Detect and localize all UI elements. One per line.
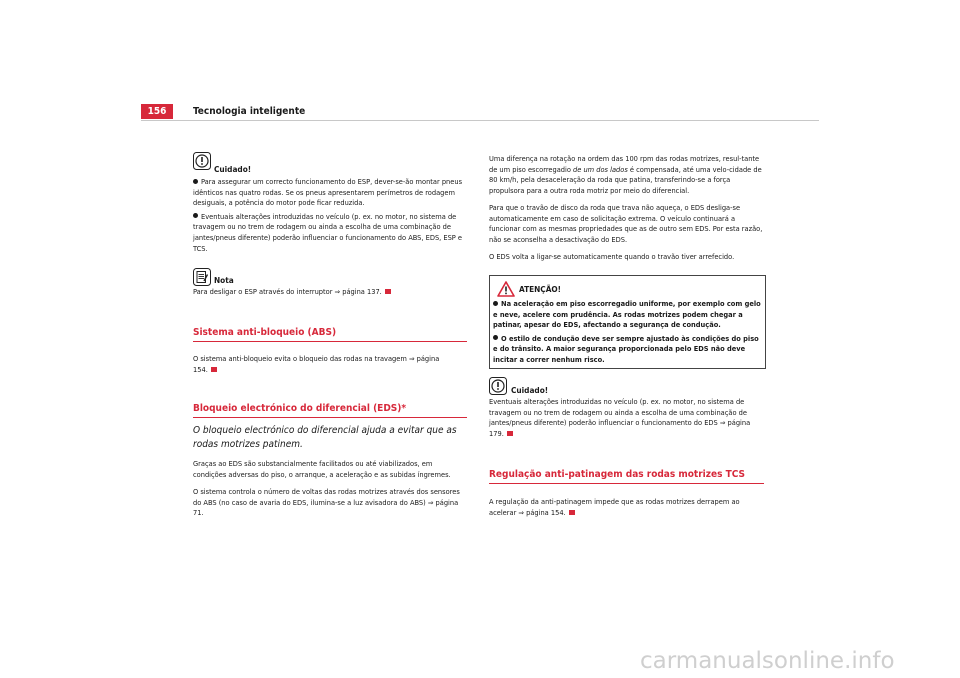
eds-heading: Bloqueio electrónico do diferencial (EDS)*: [193, 403, 407, 414]
warning-bullet-1: [493, 299, 761, 331]
right-paragraph-3: O EDS volta a ligar-se automaticamente quando o travão tiver arrefecido.: [489, 252, 735, 261]
right-p1-emphasis: de um dos lados: [573, 164, 628, 174]
caution-bullet-1: [193, 177, 465, 209]
tcs-text: [489, 497, 763, 518]
chapter-title: Tecnologia inteligente: [193, 106, 306, 117]
note-text: [193, 287, 465, 298]
section-end-mark: [211, 367, 217, 372]
tcs-text-content: A regulação da anti-patinagem impede que as rodas motrizes derrapem ao acelerar ⇒ página 154.: [489, 497, 740, 517]
note-icon: [193, 268, 211, 286]
caution-body: [193, 177, 465, 254]
bullet-icon: [193, 213, 198, 218]
abs-text: [193, 354, 455, 375]
watermark: carmanualsonline.info: [640, 648, 895, 674]
warning-bullet-1-text: Na aceleração em piso escorregadio uniforme, por exemplo com gelo e neve, acelere com prudência. As rodas motrizes podem chegar a patinar, apesar do EDS, afectando a segurança de condução.: [493, 299, 761, 330]
tcs-heading-rule: [489, 483, 764, 484]
caution-bullet-1-text: Para assegurar um correcto funcionamento do ESP, dever-se-ão montar pneus idênticos nas quatro rodas. Se os pneus apresentarem perímetros de rodagem desiguais, a potência do motor pode ficar reduzida.: [193, 177, 463, 208]
abs-heading: Sistema anti-bloqueio (ABS): [193, 327, 337, 338]
right-paragraph-1: [489, 154, 763, 196]
right-caution-text: [489, 397, 765, 439]
warning-bullet-2-text: O estilo de condução deve ser sempre ajustado às condições do piso e do trânsito. A maior segurança proporcionada pelo EDS não deve incitar a correr nenhum risco.: [493, 333, 759, 364]
eds-paragraph-1: Graças ao EDS são substancialmente facilitados ou até viabilizados, em condições adversas do piso, o arranque, a aceleração e as subidas íngremes.: [193, 459, 451, 479]
right-paragraph-2: Para que o travão de disco da roda que trava não aqueça, o EDS desliga-se automaticamente em caso de solicitação extrema. O veículo continuará a funcionar com as mesmas propriedades que as de outro sem EDS. Por esta razão, não se aconselha a desactivação do EDS.: [489, 203, 763, 244]
page-number: 156: [141, 104, 173, 119]
right-caution-title: Cuidado!: [511, 385, 549, 395]
note-text-content: Para desligar o ESP através do interruptor ⇒ página 137.: [193, 287, 382, 296]
header-rule: [141, 120, 819, 121]
eds-subtitle: O bloqueio electrónico do diferencial ajuda a evitar que as rodas motrizes patinem.: [193, 425, 457, 450]
caution-bullet-2-text: Eventuais alterações introduzidas no veículo (p. ex. no motor, no sistema de travagem ou no trem de rodagem ou ainda a escolha de uma combinação de jantes/pneus diferente) poderão influenciar o funcionamento do ABS, EDS, ESP e TCS.: [193, 211, 463, 253]
abs-text-content: O sistema anti-bloqueio evita o bloqueio das rodas na travagem ⇒ página 154.: [193, 354, 440, 374]
section-end-mark: [569, 510, 575, 515]
section-end-mark: [507, 431, 513, 436]
warning-triangle-icon: [497, 281, 515, 297]
abs-heading-rule: [193, 341, 467, 342]
warning-bullet-2: [493, 334, 761, 366]
bullet-icon: [493, 335, 498, 340]
warning-body: [493, 299, 761, 366]
section-end-mark: [385, 289, 391, 294]
bullet-icon: [493, 301, 498, 306]
warning-box: [489, 275, 766, 369]
caution-icon: [489, 377, 507, 395]
tcs-heading: Regulação anti-patinagem das rodas motrizes TCS: [489, 469, 745, 480]
right-p1-text-b: é compensada, até uma velo-cidade de 80 km/h, pela desaceleração da roda que patina, transferindo-se a força propulsora para a outra roda motriz por meio do diferencial.: [489, 164, 762, 195]
caution-title: Cuidado!: [214, 164, 252, 174]
caution-bullet-2: [193, 212, 465, 254]
right-p1-text-a: Uma diferença na rotação na ordem das 100 rpm das rodas motrizes, resul-tante de um piso escorregadio: [489, 154, 760, 174]
eds-paragraph-2: O sistema controla o número de voltas das rodas motrizes através dos sensores do ABS (no caso de avaria do EDS, ilumina-se a luz avisadora do ABS) ⇒ página 71.: [193, 487, 460, 518]
caution-icon: [193, 152, 211, 170]
eds-heading-rule: [193, 417, 467, 418]
note-title: Nota: [214, 275, 234, 285]
warning-title: ATENÇÃO!: [519, 284, 562, 294]
bullet-icon: [193, 179, 198, 184]
right-caution-text-content: Eventuais alterações introduzidas no veículo (p. ex. no motor, no sistema de travagem ou no trem de rodagem ou ainda a escolha de uma combinação de jantes/pneus diferente) poderão influenciar o funcionamento do EDS ⇒ página 179.: [489, 397, 751, 438]
